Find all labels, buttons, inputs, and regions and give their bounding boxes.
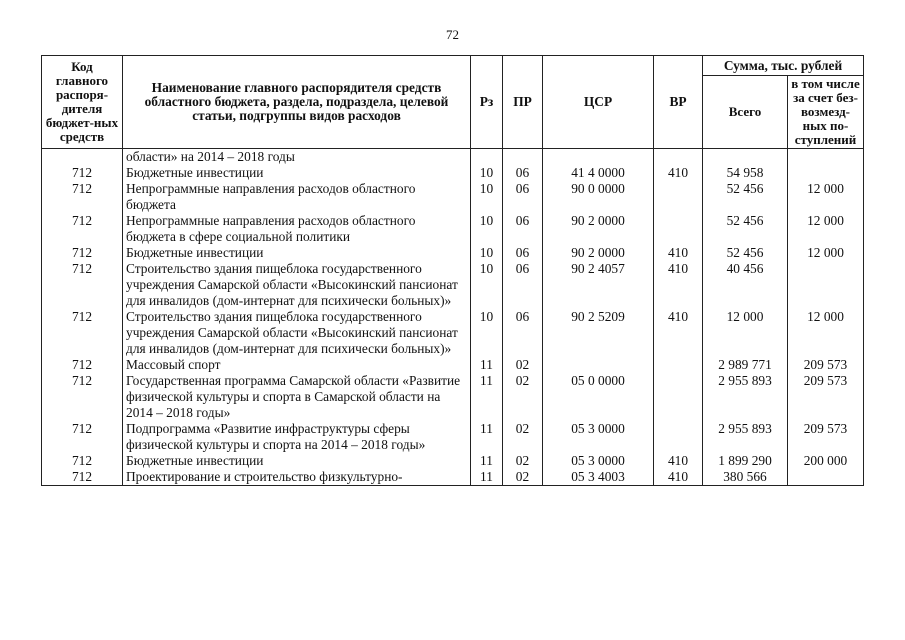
cell-total: 40 456 — [703, 261, 788, 309]
cell-code: 712 — [42, 309, 123, 357]
cell-rz: 11 — [471, 469, 503, 486]
cell-code: 712 — [42, 421, 123, 453]
cell-code: 712 — [42, 213, 123, 245]
cell-name: Бюджетные инвестиции — [123, 165, 471, 181]
cell-pr: 06 — [503, 165, 543, 181]
cell-code: 712 — [42, 181, 123, 213]
cell-vr: 410 — [654, 261, 703, 309]
cell-rz: 10 — [471, 213, 503, 245]
cell-total: 52 456 — [703, 245, 788, 261]
header-vr: ВР — [654, 56, 703, 149]
cell-vr — [654, 373, 703, 421]
cell-rz: 10 — [471, 309, 503, 357]
cell-free: 12 000 — [788, 245, 864, 261]
cell-pr — [503, 149, 543, 166]
cell-free — [788, 149, 864, 166]
cell-pr: 06 — [503, 181, 543, 213]
cell-csr: 05 3 4003 — [543, 469, 654, 486]
header-free: в том числе за счет без-возмезд-ных по-ступлений — [788, 76, 864, 149]
cell-vr: 410 — [654, 309, 703, 357]
cell-code: 712 — [42, 245, 123, 261]
cell-name: области» на 2014 – 2018 годы — [123, 149, 471, 166]
cell-total: 2 989 771 — [703, 357, 788, 373]
cell-total: 1 899 290 — [703, 453, 788, 469]
cell-name: Бюджетные инвестиции — [123, 453, 471, 469]
cell-pr: 02 — [503, 469, 543, 486]
cell-pr: 02 — [503, 453, 543, 469]
cell-rz: 10 — [471, 165, 503, 181]
cell-name: Проектирование и строительство физкультурно- — [123, 469, 471, 486]
cell-code: 712 — [42, 165, 123, 181]
cell-csr: 90 0 0000 — [543, 181, 654, 213]
cell-total: 12 000 — [703, 309, 788, 357]
cell-total: 52 456 — [703, 213, 788, 245]
cell-rz: 11 — [471, 453, 503, 469]
header-csr: ЦСР — [543, 56, 654, 149]
cell-code: 712 — [42, 357, 123, 373]
cell-total: 2 955 893 — [703, 421, 788, 453]
cell-vr — [654, 357, 703, 373]
cell-vr: 410 — [654, 469, 703, 486]
header-code: Код главного распоря-дителя бюджет-ных средств — [42, 56, 123, 149]
cell-csr — [543, 357, 654, 373]
header-total: Всего — [703, 76, 788, 149]
cell-name: Государственная программа Самарской области «Развитие физической культуры и спорта в Самарской области на 2014 – 2018 годы» — [123, 373, 471, 421]
header-name: Наименование главного распорядителя средств областного бюджета, раздела, подраздела, целевой статьи, подгруппы видов расходов — [123, 56, 471, 149]
cell-csr: 41 4 0000 — [543, 165, 654, 181]
cell-csr: 05 3 0000 — [543, 421, 654, 453]
budget-table — [41, 55, 864, 486]
cell-free — [788, 469, 864, 486]
cell-code: 712 — [42, 469, 123, 486]
cell-pr: 02 — [503, 373, 543, 421]
table-row — [42, 181, 864, 213]
cell-code: 712 — [42, 373, 123, 421]
table-row — [42, 245, 864, 261]
cell-vr — [654, 213, 703, 245]
cell-name: Подпрограмма «Развитие инфраструктуры сферы физической культуры и спорта на 2014 – 2018 годы» — [123, 421, 471, 453]
cell-free — [788, 261, 864, 309]
cell-name: Строительство здания пищеблока государственного учреждения Самарской области «Высокинский пансионат для инвалидов (дом-интернат для психически больных)» — [123, 309, 471, 357]
cell-name: Строительство здания пищеблока государственного учреждения Самарской области «Высокинский пансионат для инвалидов (дом-интернат для психически больных)» — [123, 261, 471, 309]
cell-code — [42, 149, 123, 166]
cell-total: 52 456 — [703, 181, 788, 213]
cell-vr — [654, 149, 703, 166]
header-pr: ПР — [503, 56, 543, 149]
cell-free: 209 573 — [788, 421, 864, 453]
cell-csr: 05 3 0000 — [543, 453, 654, 469]
cell-pr: 06 — [503, 309, 543, 357]
cell-rz: 11 — [471, 421, 503, 453]
cell-rz — [471, 149, 503, 166]
table-row — [42, 149, 864, 166]
cell-rz: 10 — [471, 181, 503, 213]
cell-code: 712 — [42, 453, 123, 469]
cell-csr: 90 2 0000 — [543, 245, 654, 261]
header-rz: Рз — [471, 56, 503, 149]
cell-csr: 90 2 4057 — [543, 261, 654, 309]
cell-total — [703, 149, 788, 166]
cell-total: 2 955 893 — [703, 373, 788, 421]
cell-vr: 410 — [654, 245, 703, 261]
table-row — [42, 261, 864, 309]
cell-total: 54 958 — [703, 165, 788, 181]
cell-csr — [543, 149, 654, 166]
cell-free: 200 000 — [788, 453, 864, 469]
cell-code: 712 — [42, 261, 123, 309]
cell-pr: 06 — [503, 213, 543, 245]
cell-pr: 02 — [503, 421, 543, 453]
cell-free: 12 000 — [788, 213, 864, 245]
cell-rz: 10 — [471, 245, 503, 261]
cell-free: 209 573 — [788, 373, 864, 421]
table-body — [42, 149, 864, 486]
cell-vr: 410 — [654, 165, 703, 181]
cell-total: 380 566 — [703, 469, 788, 486]
cell-free — [788, 165, 864, 181]
cell-rz: 11 — [471, 357, 503, 373]
cell-name: Непрограммные направления расходов областного бюджета — [123, 181, 471, 213]
page-number: 72 — [446, 27, 459, 42]
cell-free: 12 000 — [788, 181, 864, 213]
cell-free: 12 000 — [788, 309, 864, 357]
table-row — [42, 421, 864, 453]
table-row — [42, 309, 864, 357]
table-row — [42, 165, 864, 181]
table-row — [42, 469, 864, 486]
cell-vr — [654, 181, 703, 213]
cell-pr: 06 — [503, 261, 543, 309]
table-row — [42, 357, 864, 373]
cell-free: 209 573 — [788, 357, 864, 373]
header-sum: Сумма, тыс. рублей — [703, 56, 864, 76]
cell-name: Массовый спорт — [123, 357, 471, 373]
cell-csr: 90 2 5209 — [543, 309, 654, 357]
cell-vr: 410 — [654, 453, 703, 469]
cell-name: Бюджетные инвестиции — [123, 245, 471, 261]
cell-pr: 06 — [503, 245, 543, 261]
table-row — [42, 373, 864, 421]
table-row — [42, 213, 864, 245]
cell-csr: 90 2 0000 — [543, 213, 654, 245]
cell-rz: 11 — [471, 373, 503, 421]
cell-pr: 02 — [503, 357, 543, 373]
table-row — [42, 453, 864, 469]
cell-vr — [654, 421, 703, 453]
cell-csr: 05 0 0000 — [543, 373, 654, 421]
cell-rz: 10 — [471, 261, 503, 309]
cell-name: Непрограммные направления расходов областного бюджета в сфере социальной политики — [123, 213, 471, 245]
